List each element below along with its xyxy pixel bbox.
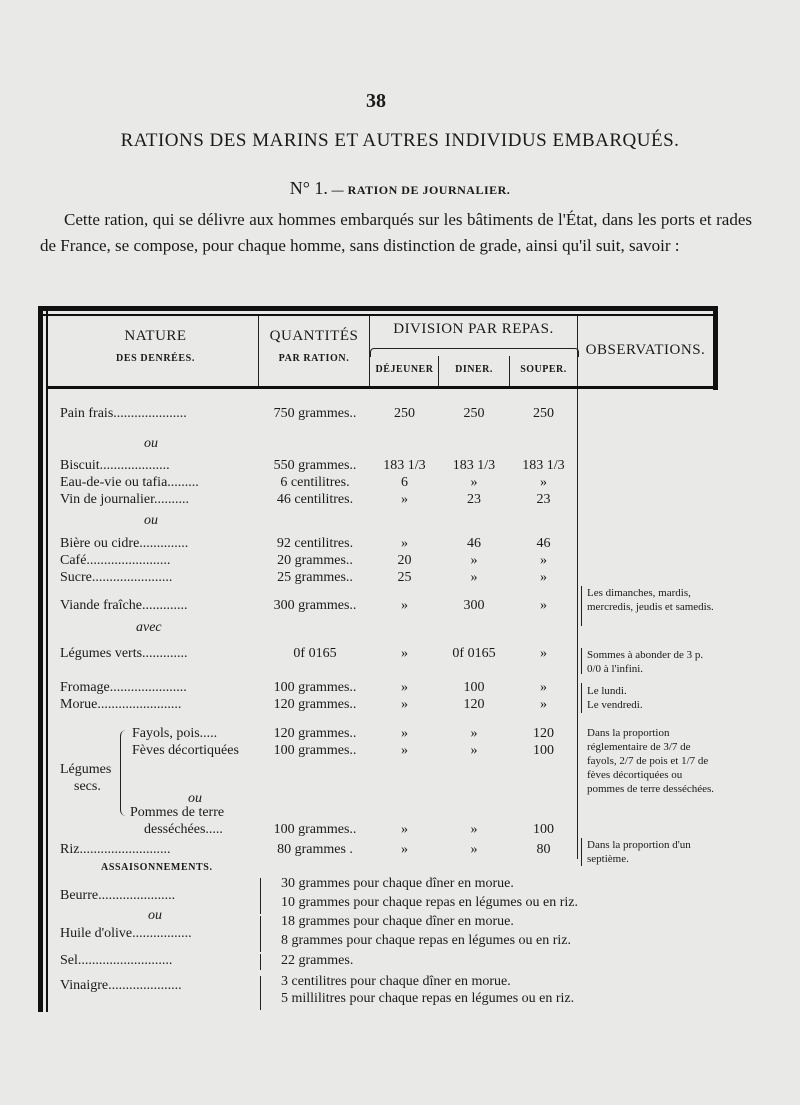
row-label: Sucre....................... — [60, 570, 173, 585]
row-quantity: 6 centilitres. — [280, 475, 350, 490]
row-quantity: 550 grammes.. — [273, 458, 357, 473]
row-souper: 183 1/3 — [522, 458, 565, 473]
row-dejeuner: » — [401, 680, 408, 695]
table-right-rule — [713, 306, 718, 390]
row-label: desséchées..... — [144, 822, 223, 837]
intro-text: Cette ration, qui se délivre aux hommes embarqués sur les bâtiments de l'État, dans les ports et rades de France, se compose, pour chaque homme, sans distinction de grade, ainsi qu'il suit, savoir : — [40, 210, 752, 255]
row-souper: » — [540, 680, 547, 695]
obs-bracket — [581, 683, 582, 713]
row-souper: 100 — [533, 743, 554, 758]
header-quantites-sub: PAR RATION. — [278, 353, 350, 364]
header-diner: DINER. — [455, 364, 493, 375]
row-dejeuner: » — [401, 598, 408, 613]
row-diner: 120 — [463, 697, 485, 712]
row-label: Riz.......................... — [60, 842, 171, 857]
obs-riz: Dans la proportion d'un septième. — [587, 839, 691, 865]
row-souper: » — [540, 570, 547, 585]
row-souper: 250 — [533, 406, 554, 421]
row-label: Pain frais..................... — [60, 406, 187, 421]
row-diner: » — [470, 726, 478, 741]
table-header-rule — [48, 386, 718, 389]
obs-bracket — [581, 586, 582, 626]
header-division-label: DIVISION PAR REPAS. — [393, 321, 554, 337]
beurre-line-2: 10 grammes pour chaque repas en légumes ou en riz. — [281, 895, 579, 910]
header-souper: SOUPER. — [520, 364, 567, 375]
row-quantity: 120 grammes.. — [273, 697, 357, 712]
assaisonnements-heading: ASSAISONNEMENTS. — [101, 862, 213, 873]
row-diner: 46 — [467, 536, 481, 551]
row-quantity: 46 centilitres. — [276, 492, 354, 507]
section-name: — RATION DE JOURNALIER. — [331, 183, 511, 197]
header-quantites — [259, 328, 369, 364]
row-quantity: 100 grammes.. — [273, 822, 357, 837]
header-quantites-label: QUANTITÉS — [269, 328, 359, 344]
obs-legumes-verts: Sommes à abonder de 3 p. 0/0 à l'infini. — [587, 649, 704, 675]
row-diner: 100 — [463, 680, 485, 695]
obs-legumes-secs: Dans la proportion réglementaire de 3/7 de fayols, 2/7 de pois et 1/7 de fèves décortiquées ou pommes de terre desséchées. — [587, 727, 715, 795]
huile-label: Huile d'olive................. — [60, 926, 192, 941]
division-brace — [370, 348, 579, 357]
row-diner: 183 1/3 — [452, 458, 496, 473]
row-quantity: 20 grammes.. — [277, 553, 353, 568]
row-dejeuner: » — [401, 492, 408, 507]
row-label: Fèves décortiquées — [132, 743, 239, 758]
table-top-rule — [38, 306, 718, 311]
row-diner: 250 — [463, 406, 485, 421]
row-label: Bière ou cidre.............. — [60, 536, 189, 551]
row-souper: » — [540, 475, 547, 490]
row-quantity: 80 grammes . — [277, 842, 353, 857]
row-diner: 0f 0165 — [452, 646, 496, 661]
row-label: avec — [136, 620, 162, 635]
row-label: Viande fraîche............. — [60, 598, 188, 613]
row-souper: » — [540, 697, 547, 712]
row-dejeuner: » — [401, 697, 408, 712]
header-observations — [578, 342, 713, 359]
row-label: Morue........................ — [60, 697, 182, 712]
vinaigre-line-1: 3 centilitres pour chaque dîner en morue. — [281, 974, 511, 989]
table-top-rule-thin — [38, 314, 718, 316]
row-diner: 23 — [467, 492, 481, 507]
row-label: ou — [144, 436, 158, 451]
row-souper: 120 — [533, 726, 554, 741]
huile-line-2: 8 grammes pour chaque repas en légumes ou en riz. — [281, 933, 572, 948]
obs-bracket — [581, 648, 582, 674]
header-division — [370, 321, 577, 338]
row-quantity: 25 grammes.. — [277, 570, 353, 585]
row-label: ou — [144, 513, 158, 528]
vinaigre-label: Vinaigre..................... — [60, 978, 182, 993]
vinaigre-line-2: 5 millilitres pour chaque repas en légumes ou en riz. — [281, 991, 575, 1006]
row-dejeuner: 20 — [397, 553, 412, 568]
row-quantity: 750 grammes.. — [273, 406, 357, 421]
header-nature — [53, 328, 258, 364]
row-quantity: 0f 0165 — [293, 646, 337, 661]
sel-line-1: 22 grammes. — [281, 953, 354, 968]
table-left-rule-thin — [46, 306, 48, 1012]
beurre-line-1: 30 grammes pour chaque dîner en morue. — [281, 876, 514, 891]
page-title: RATIONS DES MARINS ET AUTRES INDIVIDUS EMBARQUÉS. — [120, 130, 680, 151]
row-label: Légumes verts............. — [60, 646, 188, 661]
beurre-label: Beurre...................... — [60, 888, 176, 903]
row-label: Légumes — [60, 762, 112, 777]
header-dejeuner: DÉJEUNER — [375, 364, 434, 375]
row-diner: » — [470, 743, 478, 758]
table-left-rule — [38, 306, 43, 1012]
header-observations-label: OBSERVATIONS. — [585, 342, 706, 358]
row-dejeuner: » — [401, 822, 408, 837]
vinaigre-bracket — [260, 976, 261, 1010]
huile-bracket — [260, 916, 261, 952]
row-label: Vin de journalier.......... — [60, 492, 190, 507]
row-dejeuner: » — [401, 646, 408, 661]
row-souper: » — [540, 598, 547, 613]
row-dejeuner: » — [401, 842, 408, 857]
row-label: Fayols, pois..... — [132, 726, 218, 741]
row-dejeuner: » — [401, 743, 408, 758]
row-dejeuner: 25 — [397, 570, 412, 585]
obs-morue: Le vendredi. — [587, 699, 643, 711]
intro-paragraph — [40, 207, 752, 259]
row-souper: » — [540, 553, 547, 568]
row-diner: » — [470, 842, 478, 857]
row-label: secs. — [74, 779, 101, 794]
row-souper: 23 — [536, 492, 551, 507]
ration-table — [38, 306, 718, 1012]
header-nature-sub: DES DENRÉES. — [116, 353, 195, 364]
section-number: N° 1. — [289, 178, 328, 198]
header-nature-label: NATURE — [124, 328, 187, 344]
beurre-bracket — [260, 878, 261, 914]
row-quantity: 92 centilitres. — [276, 536, 354, 551]
row-quantity: 120 grammes.. — [273, 726, 357, 741]
row-souper: 80 — [536, 842, 551, 857]
row-label: Eau-de-vie ou tafia......... — [60, 475, 199, 490]
row-quantity: 300 grammes.. — [273, 598, 357, 613]
row-diner: » — [470, 475, 478, 490]
row-dejeuner: » — [401, 726, 408, 741]
row-label: Pommes de terre — [130, 805, 225, 820]
row-souper: » — [540, 646, 547, 661]
row-label: Biscuit.................... — [60, 458, 170, 473]
row-diner: » — [470, 553, 478, 568]
row-souper: 46 — [536, 536, 551, 551]
row-diner: 300 — [463, 598, 485, 613]
row-dejeuner: 6 — [401, 475, 408, 490]
row-diner: » — [470, 570, 478, 585]
row-label: Fromage...................... — [60, 680, 187, 695]
sel-label: Sel........................... — [60, 953, 173, 968]
row-quantity: 100 grammes.. — [273, 743, 357, 758]
row-dejeuner: » — [401, 536, 408, 551]
row-label: Café........................ — [60, 553, 171, 568]
row-dejeuner: 250 — [394, 406, 415, 421]
row-quantity: 100 grammes.. — [273, 680, 357, 695]
obs-viande: Les dimanches, mardis, mercredis, jeudis et samedis. — [587, 587, 714, 613]
obs-fromage: Le lundi. — [587, 685, 627, 697]
row-diner: » — [470, 822, 478, 837]
section-subtitle — [0, 178, 800, 199]
huile-line-1: 18 grammes pour chaque dîner en morue. — [281, 914, 514, 929]
page-number: 38 — [366, 90, 386, 112]
obs-bracket — [581, 838, 582, 866]
obs-divider — [577, 389, 578, 859]
row-label: ou — [188, 791, 202, 806]
row-souper: 100 — [533, 822, 554, 837]
ou-label: ou — [148, 908, 162, 923]
sel-bracket — [260, 954, 261, 970]
row-dejeuner: 183 1/3 — [383, 458, 426, 473]
